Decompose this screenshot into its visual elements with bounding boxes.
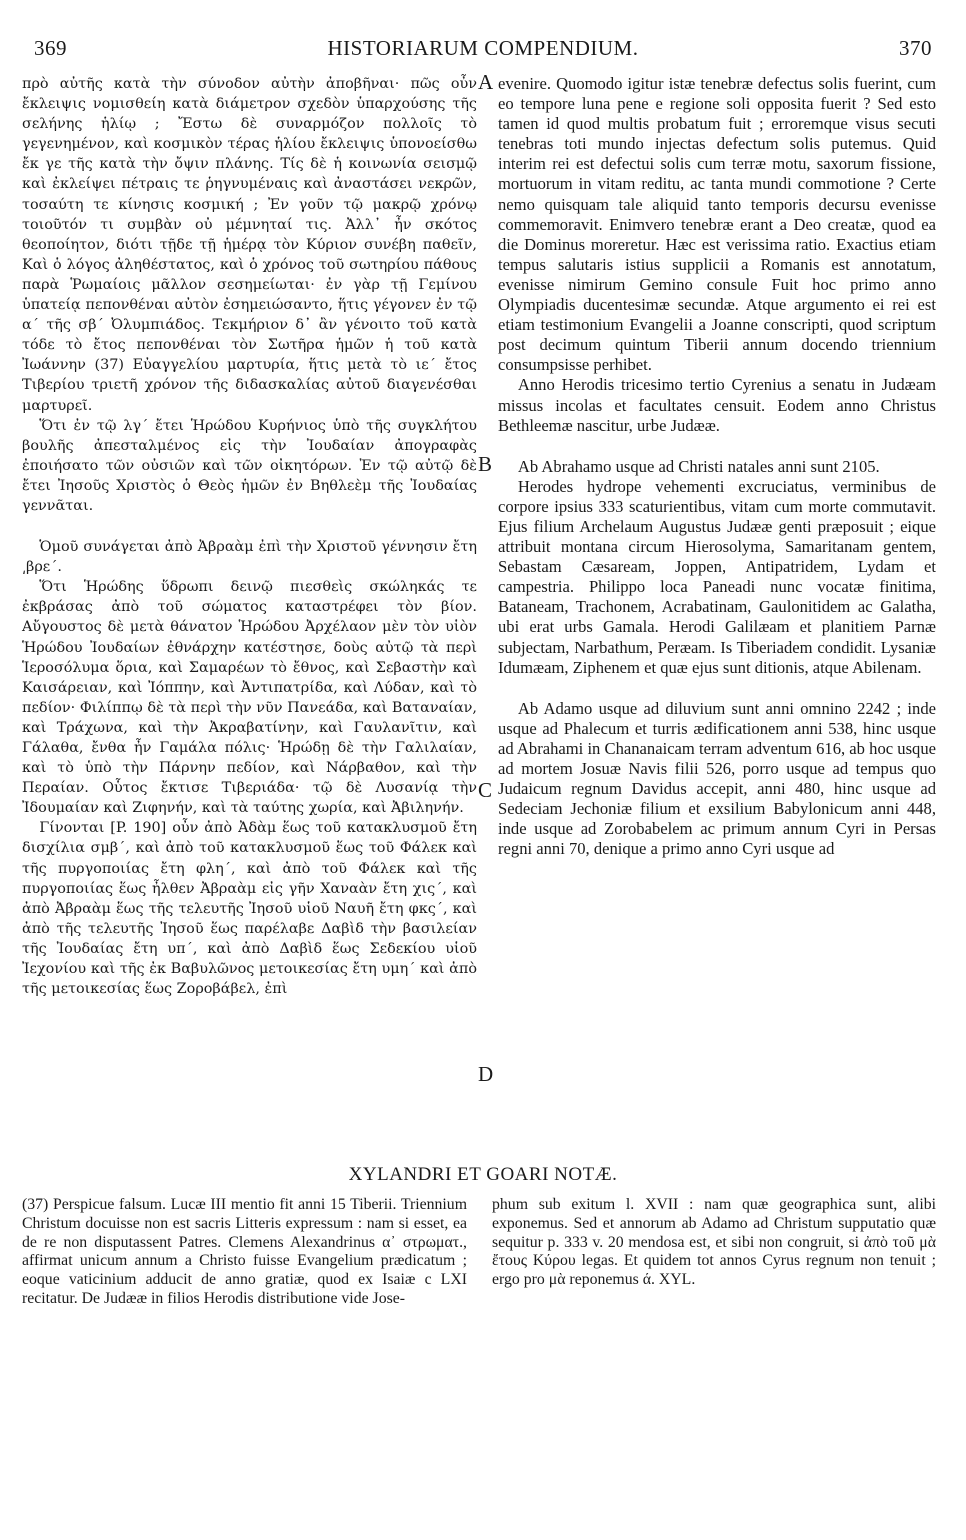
margin-marker-c: C [478, 778, 493, 802]
margin-marker-d: D [478, 1062, 494, 1086]
latin-paragraph: Anno Herodis tricesimo tertio Cyrenius a senatu in Judæam missus incolas et facultates censuit. Eodem anno Christus Bethleemæ nascitur, urbe Judææ. [498, 375, 936, 435]
notes-left-column [22, 1196, 467, 1309]
latin-paragraph: Ab Adamo usque ad diluvium sunt anni omnino 2242 ; inde usque ad Phalecum et turris ædificationem anni 538, hinc usque ad Abrahami in Chananaicam terram adventum 616, ab hoc usque ad mortem Josuæ Navis filii 526, porro usque ad tempus quo Judaicum regnum Davidus accepit, anni 480, hinc usque ad Sedeciam Jechoniæ filium et exsilium Babylonicum anni 448, inde usque ad Zorobabelem ac primum annum Cyri in Persas regni anni 70, denique a primo anno Cyri usque ad [498, 698, 936, 859]
greek-paragraph: Ὅτι ἐν τῷ λγ΄ ἔτει Ἡρώδου Κυρήνιος ὑπὸ τῆς συγκλήτου βουλῆς ἀπεσταλμένος εἰς τὴν Ἰουδαίαν ἀπογραφὰς ἐποιήσατο τῶν οὐσιῶν καὶ τῶν οἰκητόρων. Ἐν τῷ αὐτῷ δὲ ἔτει Ἰησοῦς Χριστὸς ὁ Θεὸς ἡμῶν ἐν Βηθλεὲμ τῆς Ἰουδαίας γεννᾶται. [22, 417, 477, 514]
running-title: HISTORIARUM COMPENDIUM. [327, 36, 639, 60]
notes-right-column [492, 1196, 936, 1290]
margin-marker-b: B [478, 452, 493, 476]
page-header [34, 36, 932, 66]
greek-column [22, 74, 477, 999]
greek-paragraph: Ὅτι Ἡρώδης ὕδρωπι δεινῷ πιεσθεὶς σκώληκάς τε ἐκβράσας ἀπὸ τοῦ σώματος καταστρέφει τὸν βίον. Αὔγουστος δὲ μετὰ θάνατον Ἡρώδου Ἀρχέλαον μὲν τὸν υἱὸν Ἡρώδου Ἰουδαίων ἐθνάρχην κατέστησε, δοὺς αὐτῷ τὰ περὶ Ἱεροσόλυμα ὅρια, καὶ Σαμαρέων τὸ ἔθνος, καὶ Σεβαστὴν καὶ Καισάρειαν, καὶ Ἰόππην, καὶ Ἀντιπατρίδα, καὶ Λύδαν, καὶ τὸ πεδίον· Φιλίππῳ δὲ τὰ περὶ τὴν νῦν Πανεάδα, καὶ Βαταναίαν, καὶ Τράχωνα, καὶ τὴν Ἀκραβατίνην, καὶ Γαυλανῖτιν, καὶ Γάλαθα, ἔνθα ἦν Γαμάλα πόλις· Ἡρώδῃ δὲ τὴν Γαλιλαίαν, καὶ τὸ ὑπὸ τὴν Πάρνην πεδίον, καὶ Νάρβαθον, καὶ τὴν Περαίαν. Οὗτος ἔκτισε Τιβεριάδα· τῷ δὲ Λυσανίᾳ τὴν Ἰδουμαίαν καὶ Ζιφηνήν, καὶ τὰ ταύτης χωρία, καὶ Ἀβιληνήν. [22, 579, 477, 817]
greek-paragraph: Ὁμοῦ συνάγεται ἀπὸ Ἀβραὰμ ἐπὶ τὴν Χριστοῦ γέννησιν ἔτη ͵βρε΄. [22, 539, 477, 576]
latin-paragraph: Ab Abrahamo usque ad Christi natales anni sunt 2105. [517, 456, 880, 476]
notes-title: XYLANDRI ET GOARI NOTÆ. [348, 1164, 618, 1185]
latin-paragraph: evenire. Quomodo igitur istæ tenebræ defectus solis fuerint, cum eo tempore luna pene e regione soli opposita fuerit ? Sed esto tamen id quod multis probatum fuit ; erroremque visus secuti tenebras toti mundo injectas defectum solis putemus. Quid interim rei est defectui solis cum terræ motu, saxorum fissione, mortuorum in vitam reditu, ac tanta mundi commotione ? Certe nemo quisquam tale aliquid tanto temporis decursu evenisse commemoravit. Enimvero tenebræ erant a Deo creatæ, quod ea die Dominus moreretur. Hæc est verissima ratio. Exactius etiam tempus salutaris istius supplicii a Romanis est annotatum, evenisse nimirum Gemino consule Fuit hoc primo anno Olympiadis ducentesimæ secundæ. Atque argumento ei rei est etiam testimonium Evangelii a Joanne conscripti, quod scriptum post decimum quintum Tiberii annum docendo triennium consumpsisse perhibet. [498, 74, 936, 375]
page-number-right: 370 [899, 36, 932, 60]
note-text: (37) Perspicue falsum. Lucæ III mentio fit anni 15 Tiberii. Triennium Christum docuisse non est sacris Litteris expressum : nam si esset, ea de re non disputassent Patres. Clemens Alexandrinus α᾽ στρωματ., affirmat unicum annum a Christo fuisse Evangelium prædicatum ; eoque vaticinium adducit de anno gratiæ, quod ex Isaiæ c LXI recitatur. De Judææ in filios Herodis distributione vide Jose- [22, 1196, 467, 1307]
page-number-left: 369 [34, 36, 67, 60]
greek-paragraph: πρὸ αὐτῆς κατὰ τὴν σύνοδον αὐτὴν ἀποβῆναι· πῶς οὖν ἔκλειψις νομισθείη κατὰ διάμετρον σχεδὸν ὑπαρχούσης τῆς σελήνης ἡλίῳ ; Ἔστω δὲ συναρμόζον πολλοῖς τὸ γεγενημένον, καὶ κοσμικὸν τέρας ἡλίου ἔκλειψις ὑπονοείσθω ἔκ γε τῆς κατὰ τὴν ὄψιν πλάνης. Τίς δὲ ἡ κοινωνία σεισμῷ καὶ ἐκλείψει πέτραις τε ῥηγνυμέναις καὶ ἀναστάσει νεκρῶν, τοσαύτη τε κίνησις κοσμική ; Ἐν γοῦν τῷ μακρῷ χρόνῳ τοιοῦτόν τι συμβὰν οὐ μέμνηταί τις. Ἀλλ᾽ ἦν σκότος θεοποίητον, διότι τῇδε τῇ ἡμέρᾳ τὸν Κύριον συνέβη παθεῖν, Καὶ ὁ λόγος ἀληθέστατος, καὶ ὁ χρόνος τοῦ σωτηρίου πάθους παρὰ Ῥωμαίοις μᾶλλον σεσημείωται· ἐν γὰρ τῇ Γεμίνου ὑπατείᾳ πεπονθέναι αὐτὸν ἐσημειώσαντο, ἥτις γέγονεν ἐν τῷ α΄ τῆς σβ΄ Ὀλυμπιάδος. Τεκμήριον δ᾽ ἂν γένοιτο τοῦ κατὰ τόδε τὸ ἔτος πεπονθέναι τὸν Σωτῆρα ἡμῶν ἡ τοῦ κατὰ Ἰωάννην (37) Εὐαγγελίου μαρτυρία, ἥτις μετὰ τὸ ιε΄ ἔτος Τιβερίου τριετῆ χρόνον τῆς διδασκαλίας αὐτοῦ διαγενέσθαι μαρτυρεῖ. [22, 76, 477, 414]
note-text: phum sub exitum l. XVII : nam quæ geographica sunt, alibi exponemus. Sed et annorum ab Adamo ad Christum supputatio quæ sequitur p. 333 v. 20 mendosa est, et sibi non congruit, si ἀπὸ τοῦ μὰ ἔτους Κύρου legas. Et quidem tot annos Cyrus regnum non tenuit ; ergo pro μὰ reponemus ά. XYL. [492, 1196, 936, 1289]
margin-marker-a: A [478, 70, 494, 94]
latin-column [498, 74, 936, 859]
latin-paragraph: Herodes hydrope vehementi excruciatus, verminibus de corpore ipsius 333 scaturientibus, vitam cum morte commutavit. Ejus filium Archelaum Augustus Judææ genti præposuit ; eique attribuit montana circum Hierosolyma, Samaritanam gentem, Sebastam Cæsaream, Joppen, Antipatridem, Lydam et campestria. Philippo loca Paneadi nunc vocatæ finitima, Bataneam, Trachonem, Acrabatinam, Gaulonitidem ac Galatha, ubi erat urbs Gamala. Herodi Galilæam et planitiem Parnæ subjectam, Narbathum, Peræam. Is Tiberiadem condidit. Lysaniæ Idumæam, Ziphenem et quæ ejus sunt ditionis, atque Abilenam. [498, 476, 936, 677]
greek-paragraph: Γίνονται [P. 190] οὖν ἀπὸ Ἀδὰμ ἕως τοῦ κατακλυσμοῦ ἔτη δισχίλια σμβ΄, καὶ ἀπὸ τοῦ κατακλυσμοῦ ἕως τοῦ Φάλεκ καὶ τῆς πυργοποιίας ἔτη φλη΄, καὶ ἀπὸ τοῦ Φάλεκ καὶ τῆς πυργοποιίας ἕως ἦλθεν Ἀβραὰμ εἰς γῆν Χαναὰν ἔτη χις΄, καὶ ἀπὸ Ἀβραὰμ ἕως τῆς τελευτῆς Ἰησοῦ υἱοῦ Ναυῆ ἔτη φκς΄, καὶ ἀπὸ τῆς τελευτῆς Ἰησοῦ ἕως παρέλαβε Δαβὶδ τὴν βασιλείαν τῆς Ἰουδαίας ἔτη υπ΄, καὶ ἀπὸ Δαβὶδ ἕως Σεδεκίου υἱοῦ Ἰεχονίου καὶ τῆς ἐκ Βαβυλῶνος μετοικεσίας ἔτη υμη΄ καὶ ἀπὸ τῆς μετοικεσίας ἕως Ζοροβάβελ, ἐπὶ [22, 820, 477, 998]
